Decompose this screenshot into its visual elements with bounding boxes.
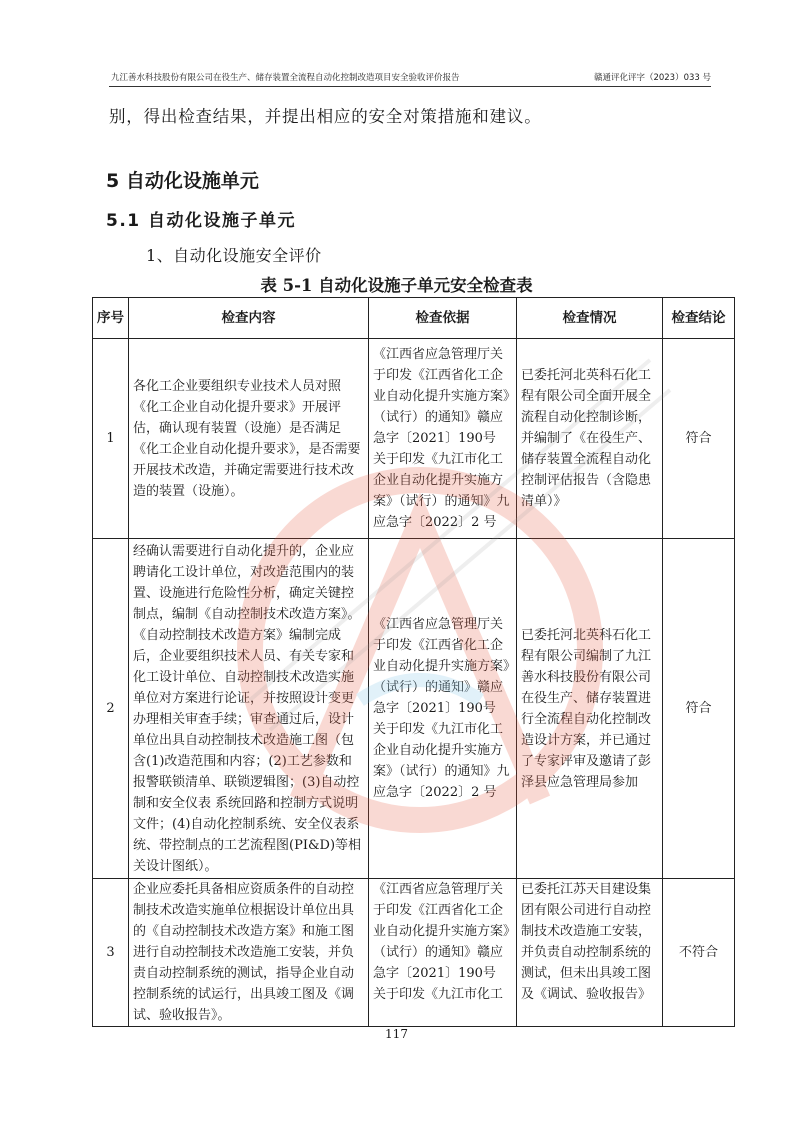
section-heading: 5 自动化设施单元 bbox=[106, 170, 259, 192]
subsection-heading: 5.1 自动化设施子单元 bbox=[106, 211, 297, 231]
row-result: 符合 bbox=[663, 339, 735, 539]
header-divider bbox=[109, 86, 711, 87]
header-no: 序号 bbox=[93, 298, 129, 339]
row-basis: 《江西省应急管理厅关于印发《江西省化工企业自动化提升实施方案》（试行）的通知》赣应急字〔2021〕190号 关于印发《九江市化工 bbox=[369, 879, 517, 1027]
row-basis: 《江西省应急管理厅关于印发《江西省化工企业自动化提升实施方案》（试行）的通知》赣应急字〔2021〕190号 关于印发《九江市化工企业自动化提升实施方案》（试行）的通知》九应急字〔2022〕2 号 bbox=[369, 339, 517, 539]
row-content: 经确认需要进行自动化提升的，企业应聘请化工设计单位，对改造范围内的装置、设施进行危险性分析，确定关键控制点，编制《自动控制技术改造方案》。《自动控制技术改造方案》编制完成后，企业要组织技术人员、有关专家和化工设计单位、自动控制技术改造实施单位对方案进行论证，并按照设计变更办理相关审查手续；审查通过后，设计单位出具自动控制技术改造施工图（包含(1)改造范围和内容；(2)工艺参数和报警联锁清单、联锁逻辑图；(3)自动控制和安全仪表 系统回路和控制方式说明文件；(4)自动化控制系统、安全仪表系统、带控制点的工艺流程图(PI&D)等相关设计图纸）。 bbox=[129, 539, 369, 879]
row-situation: 已委托河北英科石化工程有限公司全面开展全流程自动化控制诊断，并编制了《在役生产、储存装置全流程自动化控制评估报告（含隐患清单）》 bbox=[517, 339, 663, 539]
inspection-table bbox=[92, 297, 735, 1027]
row-situation: 已委托江苏天目建设集团有限公司进行自动控制技术改造施工安装，并负责自动控制系统的测试，但未出具竣工图及《调试、验收报告》 bbox=[517, 879, 663, 1027]
row-no: 2 bbox=[93, 539, 129, 879]
row-basis: 《江西省应急管理厅关于印发《江西省化工企业自动化提升实施方案》（试行）的通知》赣应急字〔2021〕190号 关于印发《九江市化工企业自动化提升实施方案》（试行）的通知》九应急字〔2022〕2 号 bbox=[369, 539, 517, 879]
header-basis: 检查依据 bbox=[369, 298, 517, 339]
table-header-row bbox=[93, 298, 735, 339]
header-report-title: 九江善水科技股份有限公司在役生产、储存装置全流程自动化控制改造项目安全验收评价报告 bbox=[111, 73, 460, 83]
row-no: 3 bbox=[93, 879, 129, 1027]
header-result: 检查结论 bbox=[663, 298, 735, 339]
table-row bbox=[93, 879, 735, 1027]
page-number: 117 bbox=[385, 1027, 408, 1041]
table-row bbox=[93, 339, 735, 539]
row-result: 符合 bbox=[663, 539, 735, 879]
page-header bbox=[111, 71, 711, 85]
row-content: 各化工企业要组织专业技术人员对照《化工企业自动化提升要求》开展评估，确认现有装置（设施）是否满足《化工企业自动化提升要求》，是否需要开展技术改造，并确定需要进行技术改造的装置（设施）。 bbox=[129, 339, 369, 539]
header-situation: 检查情况 bbox=[517, 298, 663, 339]
intro-paragraph: 别，得出检查结果，并提出相应的安全对策措施和建议。 bbox=[109, 107, 542, 126]
table-caption: 表 5-1 自动化设施子单元安全检查表 bbox=[260, 276, 533, 295]
header-content: 检查内容 bbox=[129, 298, 369, 339]
row-situation: 已委托河北英科石化工程有限公司编制了九江善水科技股份有限公司在役生产、储存装置进行全流程自动化控制改造设计方案，并已通过了专家评审及邀请了彭泽县应急管理局参加 bbox=[517, 539, 663, 879]
row-result: 不符合 bbox=[663, 879, 735, 1027]
item-heading: 1、自动化设施安全评价 bbox=[146, 246, 322, 265]
header-report-number: 赣通评化评字（2023）033 号 bbox=[593, 73, 711, 83]
row-content: 企业应委托具备相应资质条件的自动控制技术改造实施单位根据设计单位出具的《自动控制技术改造方案》和施工图进行自动控制技术改造施工安装，并负责自动控制系统的测试，指导企业自动控制系统的试运行，出具竣工图及《调试、验收报告》。 bbox=[129, 879, 369, 1027]
table-row bbox=[93, 539, 735, 879]
row-no: 1 bbox=[93, 339, 129, 539]
